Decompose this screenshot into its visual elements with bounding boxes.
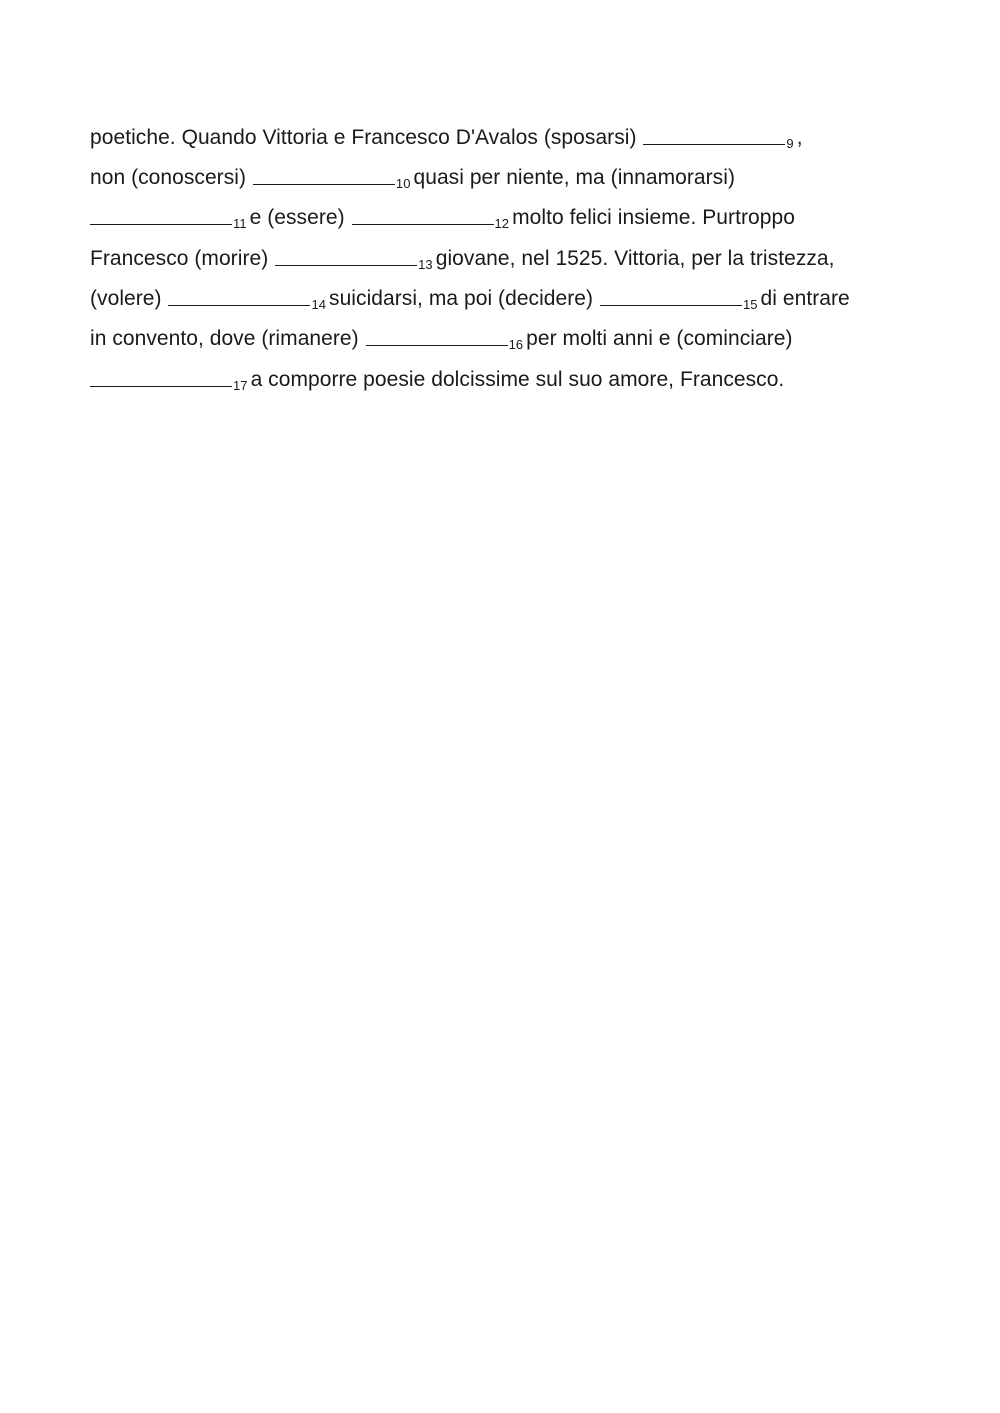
blank-number-11: 11 xyxy=(233,216,247,231)
paragraph-line-3 xyxy=(90,198,795,238)
sentence-text: , xyxy=(796,126,803,149)
blank-number-13: 13 xyxy=(418,257,433,272)
sentence-text: Francesco (morire) xyxy=(90,247,275,270)
paragraph-line-1 xyxy=(90,118,803,158)
answer-blank-15[interactable] xyxy=(600,284,742,306)
sentence-text: molto felici insieme. Purtroppo xyxy=(512,206,795,229)
answer-blank-10[interactable] xyxy=(253,163,395,185)
blank-number-14: 14 xyxy=(311,297,327,312)
blank-number-9: 9 xyxy=(786,136,794,151)
answer-blank-14[interactable] xyxy=(168,284,310,306)
sentence-text: per molti anni e (cominciare) xyxy=(526,327,793,350)
sentence-text: in convento, dove (rimanere) xyxy=(90,327,365,350)
paragraph-line-7 xyxy=(90,360,784,400)
answer-blank-13[interactable] xyxy=(275,244,417,266)
sentence-text: suicidarsi, ma poi (decidere) xyxy=(329,287,599,310)
sentence-text: quasi per niente, ma (innamorarsi) xyxy=(413,166,735,189)
sentence-text: non (conoscersi) xyxy=(90,166,252,189)
blank-number-10: 10 xyxy=(395,176,411,191)
blank-number-12: 12 xyxy=(494,216,510,231)
blank-number-16: 16 xyxy=(508,337,524,352)
sentence-text: a comporre poesie dolcissime sul suo amore, Francesco. xyxy=(250,368,785,391)
answer-blank-16[interactable] xyxy=(366,324,508,346)
sentence-text: poetiche. Quando Vittoria e Francesco D'Avalos (sposarsi) xyxy=(90,126,643,149)
blank-number-17: 17 xyxy=(233,378,248,393)
paragraph-line-2 xyxy=(90,158,735,198)
paragraph-line-5 xyxy=(90,279,850,319)
sentence-text: giovane, nel 1525. Vittoria, per la tristezza, xyxy=(435,247,835,270)
paragraph-line-6 xyxy=(90,319,793,359)
answer-blank-9[interactable] xyxy=(643,123,785,145)
blank-number-15: 15 xyxy=(742,297,758,312)
answer-blank-17[interactable] xyxy=(90,365,232,387)
paragraph-line-4 xyxy=(90,239,835,279)
answer-blank-12[interactable] xyxy=(352,203,494,225)
sentence-text: (volere) xyxy=(90,287,168,310)
sentence-text: e (essere) xyxy=(249,206,351,229)
answer-blank-11[interactable] xyxy=(90,203,232,225)
sentence-text: di entrare xyxy=(760,287,850,310)
